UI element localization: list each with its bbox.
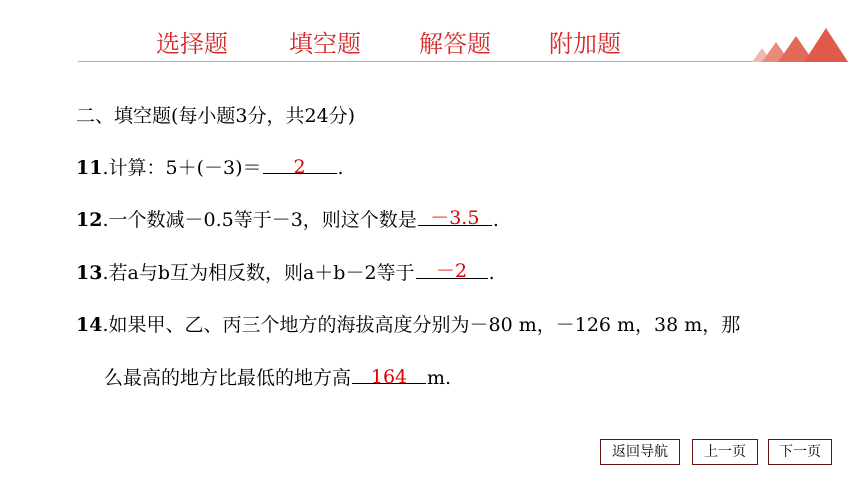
question-suffix: . <box>337 157 344 179</box>
answer-blank <box>352 364 426 388</box>
question-number: 13 <box>76 262 103 284</box>
tab-choice[interactable]: 选择题 <box>156 30 228 58</box>
question-suffix: m. <box>427 367 452 389</box>
question-suffix: . <box>488 262 495 284</box>
question-number: 11 <box>76 157 103 179</box>
question-text: .一个数减－0.5等于－3，则这个数是 <box>102 209 417 231</box>
answer-blank <box>416 259 488 282</box>
tab-fill-blank[interactable]: 填空题 <box>289 30 361 58</box>
question-14 <box>76 310 740 337</box>
prev-page-button[interactable]: 上一页 <box>692 439 758 465</box>
question-11 <box>76 153 344 180</box>
question-text: .若a与b互为相反数，则a＋b－2等于 <box>102 262 415 284</box>
next-page-button[interactable]: 下一页 <box>768 439 832 465</box>
tab-answer[interactable]: 解答题 <box>419 30 491 58</box>
answer-blank <box>263 154 337 178</box>
answer-blank <box>418 206 492 229</box>
back-to-nav-button[interactable]: 返回导航 <box>600 439 680 465</box>
question-13 <box>76 258 495 285</box>
answer-value: 2 <box>293 156 306 178</box>
answer-value: －2 <box>436 260 468 282</box>
question-text: 么最高的地方比最低的地方高 <box>104 367 352 389</box>
header-divider <box>78 61 848 62</box>
question-number: 14 <box>76 314 103 336</box>
answer-value: 164 <box>370 366 408 388</box>
question-14-continued <box>104 363 451 390</box>
question-12 <box>76 205 499 232</box>
question-suffix: . <box>492 209 499 231</box>
question-text: .计算：5＋(－3)＝ <box>102 157 262 179</box>
answer-value: －3.5 <box>430 207 480 229</box>
tab-extra[interactable]: 附加题 <box>549 30 621 58</box>
question-text: .如果甲、乙、丙三个地方的海拔高度分别为－80 m，－126 m，38 m，那 <box>102 314 741 336</box>
triangle-decoration-icon <box>748 24 848 64</box>
section-title: 二、填空题(每小题3分，共24分) <box>76 105 356 127</box>
tab-bar <box>0 0 860 62</box>
question-number: 12 <box>76 209 103 231</box>
